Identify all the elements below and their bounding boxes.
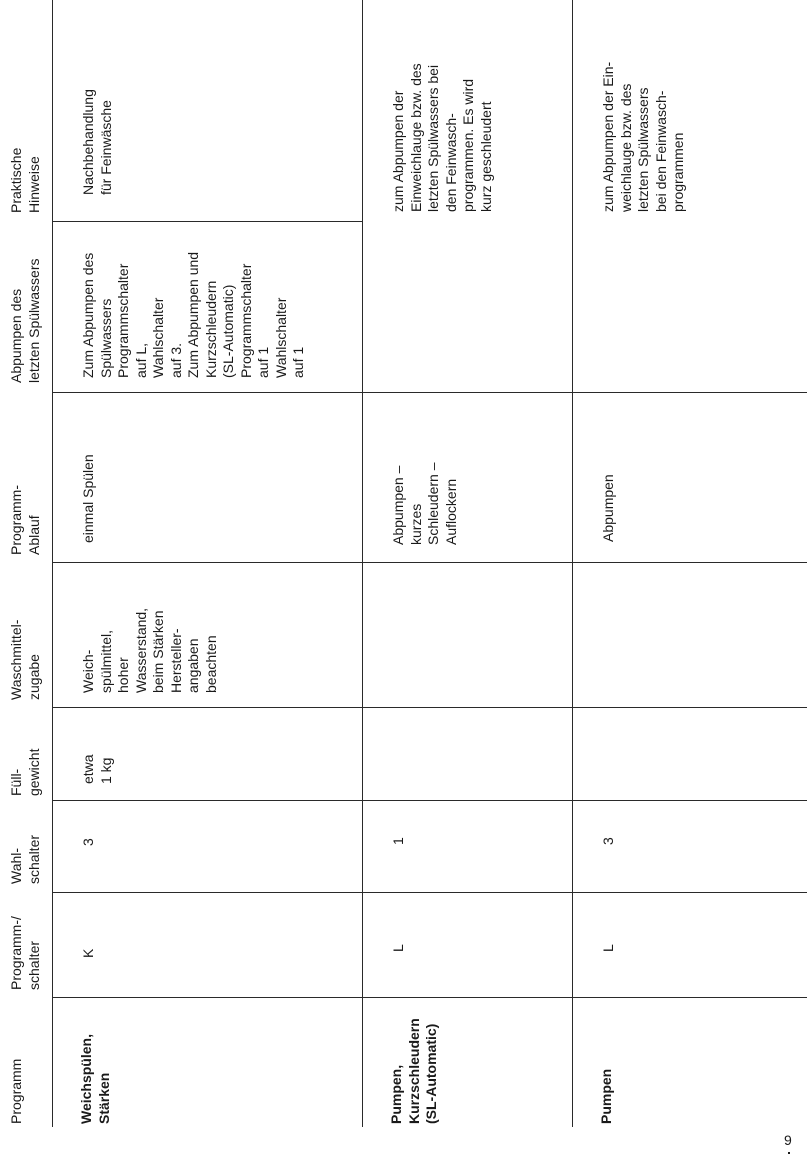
row2-hinweise: zum Abpumpen der Einweichlauge bzw. des letzten Spülwassers bei den Feinwasch- programmen. Es wird kurz geschleudert [390,63,494,212]
row1-programm: Weichspülen, Stärken [78,1034,112,1124]
row2-wahlschalter: 1 [390,837,406,845]
rule-abpumpen [52,221,362,222]
header-programmschalter: Programm-/ schalter [8,916,42,990]
row3-programm: Pumpen [598,1068,614,1124]
rule-row1-end [362,0,363,1127]
row1-hinweise: Nachbehandlung für Feinwäsche [80,89,114,195]
page-number: 9 [784,1132,792,1148]
rule-ablauf [52,392,807,393]
row2-programmablauf: Abpumpen – kurzes Schleudern – Auflockern [390,462,459,545]
row1-fuellgewicht: etwa 1 kg [80,754,114,784]
row2-programmschalter: L [390,944,406,952]
rule-header-end [52,0,53,1127]
row3-programmschalter: L [600,944,616,952]
header-fuellgewicht: Füll- gewicht [8,748,42,796]
row1-programmablauf: einmal Spülen [80,454,96,543]
header-wahlschalter: Wahl- schalter [8,834,42,884]
row1-abpumpen: Zum Abpumpen des Spülwassers Programmschalter auf L, Wahlschalter auf 3. Zum Abpumpen und Kurzschleudern (SL-Automatic) Programmschalter auf 1 Wahlschalter auf 1 [80,251,306,378]
header-waschmittelzugabe: Waschmittel- zugabe [8,619,42,700]
header-programm: Programm [8,1058,24,1124]
row1-wahlschalter: 3 [80,838,96,846]
header-programmablauf: Programm- Ablauf [8,484,42,555]
header-abpumpen: Abpumpen des letzten Spülwassers [8,258,42,383]
rule-fuellgewicht [52,707,807,708]
rule-row2-end [572,0,573,1127]
page-dot [788,1152,790,1154]
row1-waschmittelzugabe: Weich- spülmittel, hoher Wasserstand, beim Stärken Hersteller- angaben beachten [80,607,219,693]
rule-waschmittel [52,562,807,563]
rule-programmschalter [52,892,807,893]
row3-programmablauf: Abpumpen [600,474,616,542]
row3-hinweise: zum Abpumpen der Ein- weichlauge bzw. des letzten Spülwassers bei den Feinwasch- programmen [600,61,686,212]
rule-wahlschalter [52,800,807,801]
rule-programm [52,997,807,998]
header-hinweise: Praktische Hinweise [8,147,42,213]
row1-programmschalter: K [80,948,96,958]
row2-programm: Pumpen, Kurzschleudern (SL-Automatic) [388,1018,439,1124]
row3-wahlschalter: 3 [600,837,616,845]
